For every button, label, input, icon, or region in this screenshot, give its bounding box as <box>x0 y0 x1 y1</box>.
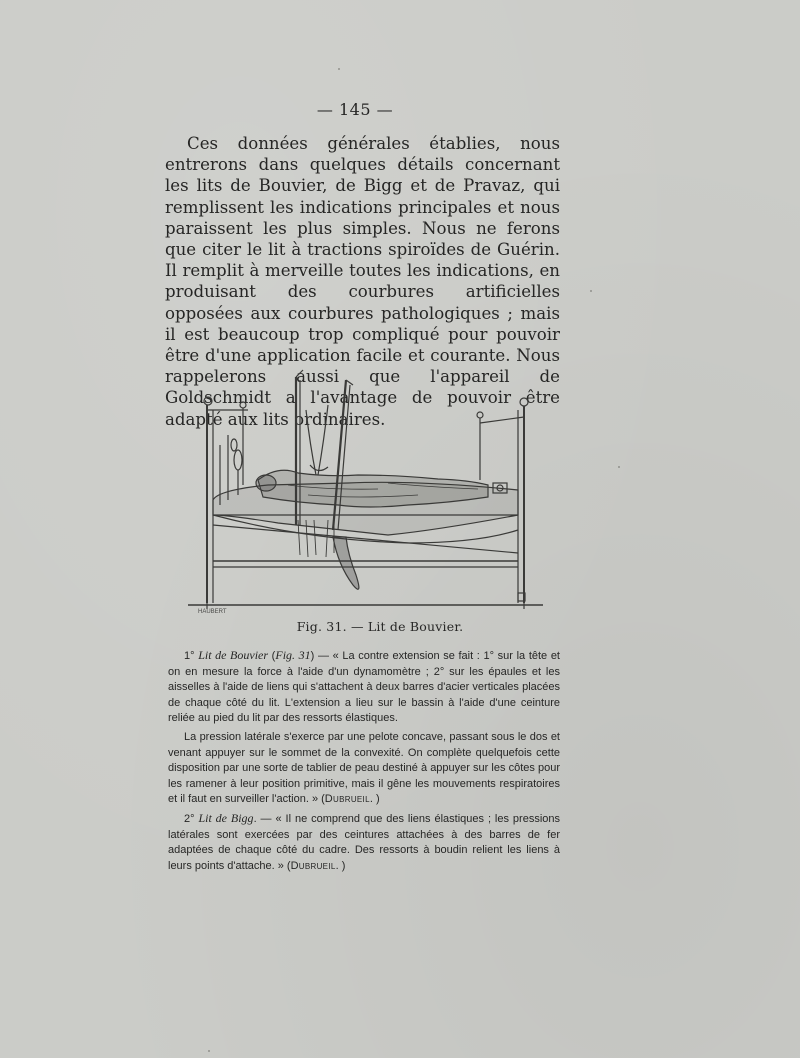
bouvier-bed-engraving <box>188 365 550 615</box>
paper-speck <box>618 466 620 468</box>
page-number: — 145 — <box>316 100 394 119</box>
figure-illustration <box>188 365 550 615</box>
note-title: Lit de Bigg <box>198 810 254 825</box>
figure-caption: Fig. 31. — Lit de Bouvier. <box>296 619 464 634</box>
note-title: Lit de Bouvier <box>198 648 269 662</box>
footnotes <box>168 648 560 877</box>
engraver-signature: HAUBERT <box>198 609 227 615</box>
paper-speck <box>208 1050 210 1052</box>
main-paragraph: Ces données générales établies, nous entrerons dans quelques détails concernant les lits de Bouvier, de Bigg et de Pravaz, qui remplissent les indications principales et nous paraissent les plus simples. Nous ne ferons que citer le lit à tractions spiroïdes de Guérin. Il remplit à merveille toutes les indications, en produisant des courbures artificielles opposées aux courbures pathologiques ; mais il est beaucoup trop compliqué pour pouvoir être d'une application facile et courante. Nous rappelerons aussi que l'appareil de Goldschmidt a l'avantage de pouvoir être adapté aux lits ordinaires. <box>165 134 560 429</box>
note-end: . ) <box>369 793 380 806</box>
note-bigg <box>168 811 560 874</box>
note-text: — « La contre extension se fait : 1° sur la tête et on en mesure la force à l'aide d'un dynamomètre ; 2° sur les épaules et les aisselles à l'aide de liens qui s'attachent à deux barres d'acier verticales placées de chaque côté du lit. L'extension a lieu sur le bassin à l'aide d'une ceinture reliée au pied du lit par des ressorts élastiques. <box>168 650 560 725</box>
note-bouvier: 1° Lit de Bouvier (Fig. 31) — « La contre extension se fait : 1° sur la tête et on en mesure la force à l'aide d'un dynamomètre ; 2° sur les épaules et les aisselles à l'aide de liens qui s'attachent à deux barres d'acier verticales placées de chaque côté du lit. L'extension a lieu sur le bassin à l'aide d'une ceinture reliée au pied du lit par des ressorts élastiques. <box>168 648 560 725</box>
note-end: . ) <box>335 859 346 872</box>
note-bouvier-continued <box>168 730 560 808</box>
note-number: 1° <box>184 650 195 662</box>
author-name: Dubrueil <box>324 793 370 806</box>
author-name: Dubrueil <box>290 859 336 872</box>
paper-speck <box>338 68 340 70</box>
figure-ref: Fig. 31 <box>275 648 311 662</box>
note-number: 2° <box>184 812 195 825</box>
paper-speck <box>590 290 592 292</box>
note-text: . — « Il ne comprend que des liens élastiques ; les pressions latérales sont exercées par des ceintures attachées à des barres de fer adaptées de chaque côté du cadre. Des ressorts à boudin relient les liens à leurs points d'attache. » ( <box>168 812 560 872</box>
note-text-2: La pression latérale s'exerce par une pelote concave, passant sous le dos et venant appuyer sur le sommet de la convexité. On complète quelquefois cette disposition par une sorte de tablier de peau destiné à appuyer sur les côtes pour les ramener à leur position primitive, mais il gêne les mouvements respiratoires et il faut en surveiller l'action. » ( <box>168 730 560 806</box>
